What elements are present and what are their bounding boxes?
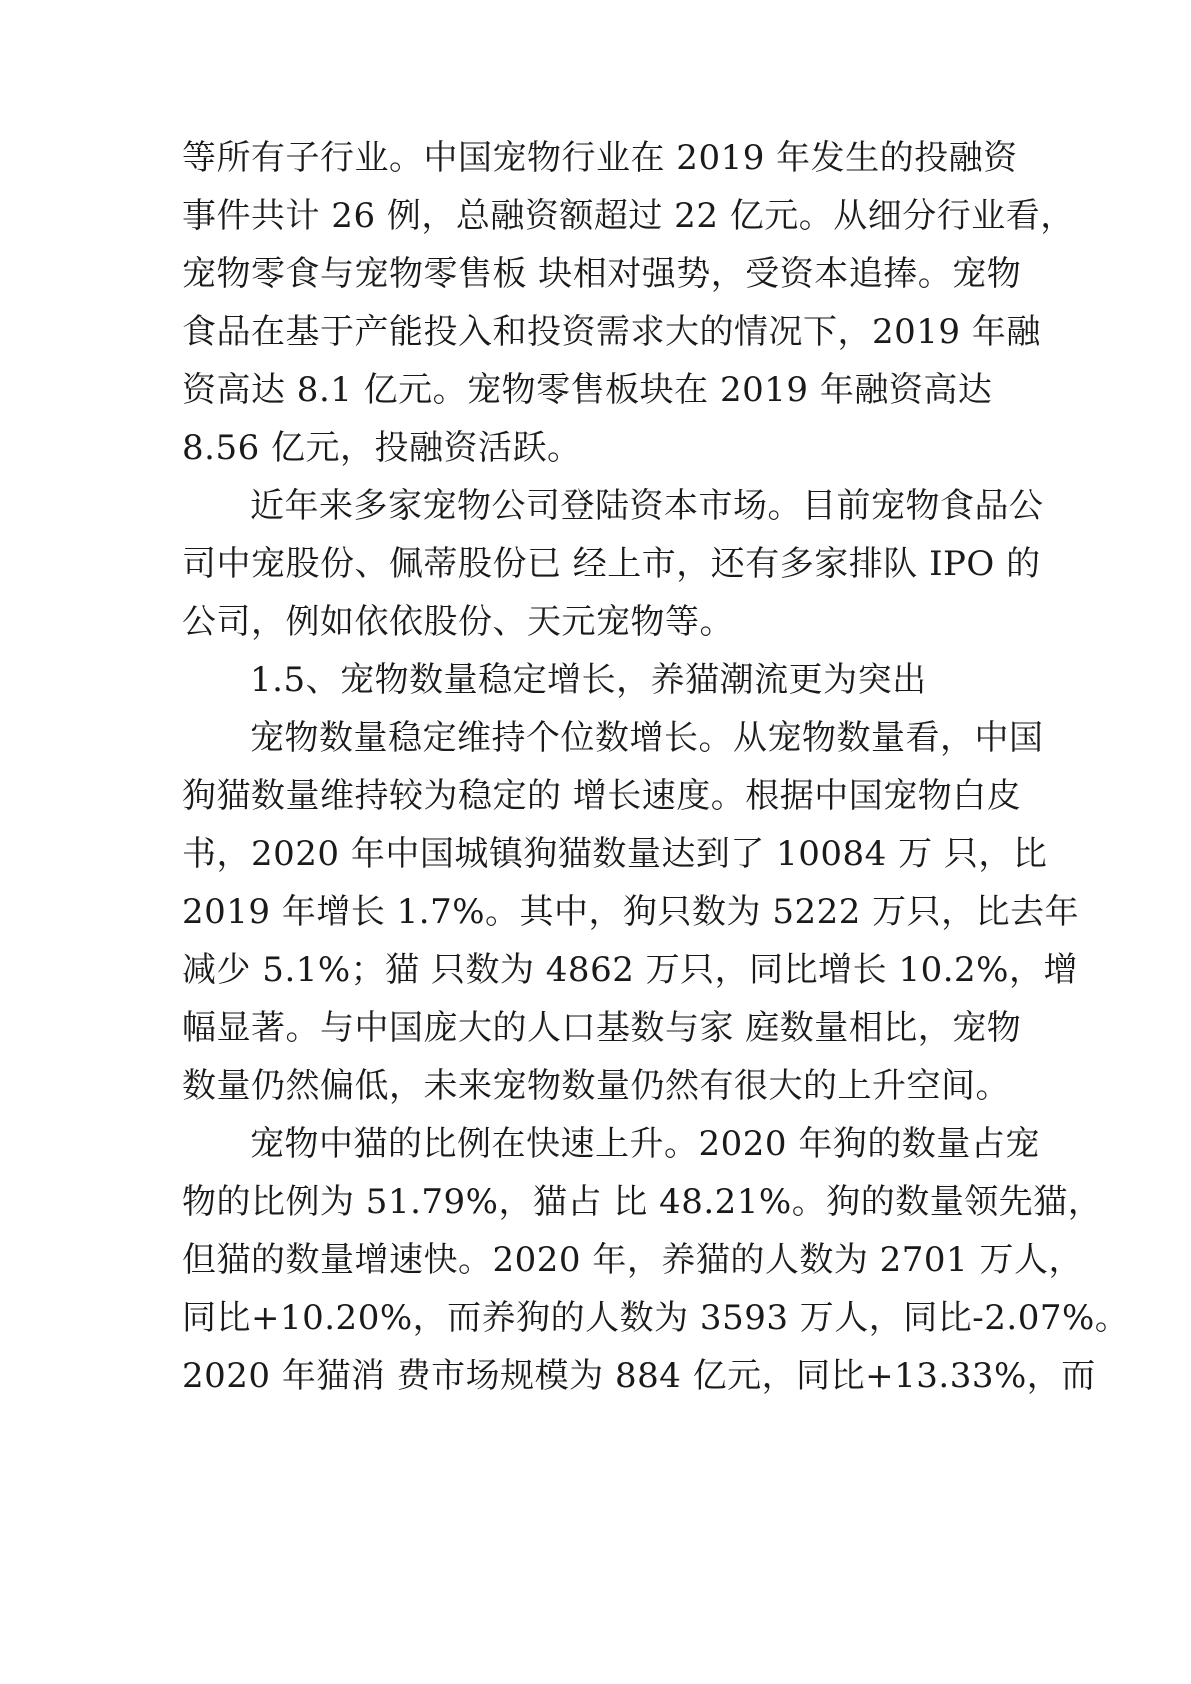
text-line: 8.56 亿元，投融资活跃。	[182, 428, 582, 468]
text-line: 等所有子行业。中国宠物行业在 2019 年发生的投融资	[182, 138, 1018, 178]
text-line: 近年来多家宠物公司登陆资本市场。目前宠物食品公	[250, 486, 1044, 526]
text-line: 幅显著。与中国庞大的人口基数与家 庭数量相比，宠物	[182, 1008, 1022, 1048]
text-line: 但猫的数量增速快。2020 年，养猫的人数为 2701 万人，	[182, 1240, 1083, 1280]
text-line: 狗猫数量维持较为稳定的 增长速度。根据中国宠物白皮	[182, 776, 1022, 816]
text-line: 事件共计 26 例，总融资额超过 22 亿元。从细分行业看，	[182, 196, 1075, 236]
text-line: 2020 年猫消 费市场规模为 884 亿元，同比+13.33%，而	[182, 1356, 1096, 1396]
text-line: 司中宠股份、佩蒂股份已 经上市，还有多家排队 IPO 的	[182, 544, 1041, 584]
text-line: 2019 年增长 1.7%。其中，狗只数为 5222 万只，比去年	[182, 892, 1080, 932]
text-line: 宠物中猫的比例在快速上升。2020 年狗的数量占宠	[250, 1124, 1040, 1164]
text-line: 公司，例如依依股份、天元宠物等。	[182, 602, 734, 642]
section-heading: 1.5、宠物数量稳定增长，养猫潮流更为突出	[250, 660, 927, 700]
text-line: 物的比例为 51.79%，猫占 比 48.21%。狗的数量领先猫，	[182, 1182, 1103, 1222]
text-line: 书，2020 年中国城镇狗猫数量达到了 10084 万 只，比	[182, 834, 1048, 874]
text-line: 数量仍然偏低，未来宠物数量仍然有很大的上升空间。	[182, 1066, 1010, 1106]
text-line: 同比+10.20%，而养狗的人数为 3593 万人，同比-2.07%。	[182, 1298, 1130, 1338]
text-line: 宠物数量稳定维持个位数增长。从宠物数量看，中国	[250, 718, 1044, 758]
text-line: 食品在基于产能投入和投资需求大的情况下，2019 年融	[182, 312, 1041, 352]
text-line: 宠物零食与宠物零售板 块相对强势，受资本追捧。宠物	[182, 254, 1022, 294]
text-line: 资高达 8.1 亿元。宠物零售板块在 2019 年融资高达	[182, 370, 993, 410]
text-line: 减少 5.1%；猫 只数为 4862 万只，同比增长 10.2%，增	[182, 950, 1078, 990]
